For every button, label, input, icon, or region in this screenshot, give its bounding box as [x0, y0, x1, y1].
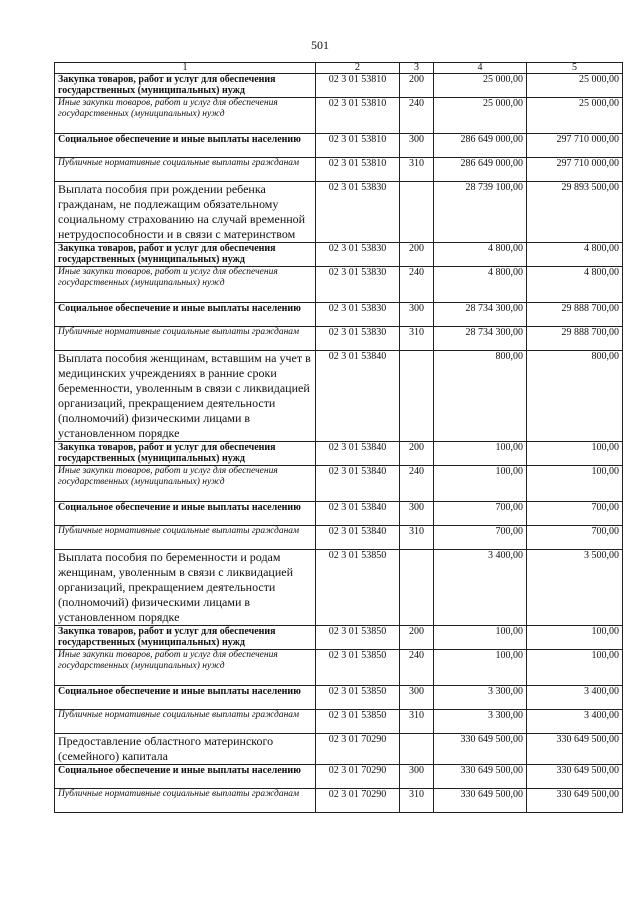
header-col-3: 3 — [400, 63, 434, 74]
row-amount-year-2: 330 649 500,00 — [527, 734, 623, 765]
row-code: 02 3 01 70290 — [316, 734, 400, 765]
row-expense-type: 310 — [400, 789, 434, 813]
row-code: 02 3 01 53810 — [316, 74, 400, 98]
header-col-4: 4 — [434, 63, 527, 74]
row-amount-year-2: 25 000,00 — [527, 98, 623, 134]
table-row — [55, 98, 623, 134]
row-code: 02 3 01 53850 — [316, 686, 400, 710]
row-expense-type: 310 — [400, 526, 434, 550]
row-code: 02 3 01 70290 — [316, 765, 400, 789]
row-amount-year-1: 100,00 — [434, 626, 527, 650]
table-row — [55, 303, 623, 327]
table-row — [55, 502, 623, 526]
row-name: Закупка товаров, работ и услуг для обеспечения государственных (муниципальных) нужд — [55, 626, 316, 650]
row-expense-type: 300 — [400, 134, 434, 158]
row-amount-year-1: 25 000,00 — [434, 74, 527, 98]
row-expense-type: 310 — [400, 327, 434, 351]
row-amount-year-2: 3 400,00 — [527, 686, 623, 710]
row-name: Публичные нормативные социальные выплаты гражданам — [55, 710, 316, 734]
row-expense-type: 240 — [400, 98, 434, 134]
row-code: 02 3 01 53840 — [316, 466, 400, 502]
row-amount-year-1: 700,00 — [434, 526, 527, 550]
row-amount-year-1: 286 649 000,00 — [434, 158, 527, 182]
row-name: Публичные нормативные социальные выплаты гражданам — [55, 327, 316, 351]
row-code: 02 3 01 53850 — [316, 710, 400, 734]
row-expense-type: 240 — [400, 650, 434, 686]
row-code: 02 3 01 53830 — [316, 327, 400, 351]
row-name: Социальное обеспечение и иные выплаты населению — [55, 303, 316, 327]
row-name: Иные закупки товаров, работ и услуг для обеспечения государственных (муниципальных) нужд — [55, 650, 316, 686]
row-expense-type — [400, 182, 434, 243]
row-expense-type: 310 — [400, 158, 434, 182]
table-row — [55, 789, 623, 813]
row-name: Закупка товаров, работ и услуг для обеспечения государственных (муниципальных) нужд — [55, 442, 316, 466]
row-expense-type: 240 — [400, 466, 434, 502]
row-name: Социальное обеспечение и иные выплаты населению — [55, 765, 316, 789]
row-amount-year-2: 100,00 — [527, 650, 623, 686]
table-row — [55, 466, 623, 502]
row-expense-type: 200 — [400, 74, 434, 98]
row-name: Выплата пособия при рождении ребенка гражданам, не подлежащим обязательному социальному страхованию на случай временной нетрудоспособности и в связи с материнством — [55, 182, 316, 243]
table-row — [55, 351, 623, 442]
row-code: 02 3 01 53840 — [316, 526, 400, 550]
row-amount-year-1: 3 300,00 — [434, 686, 527, 710]
row-amount-year-1: 330 649 500,00 — [434, 765, 527, 789]
row-name: Иные закупки товаров, работ и услуг для обеспечения государственных (муниципальных) нужд — [55, 466, 316, 502]
row-code: 02 3 01 53830 — [316, 243, 400, 267]
page-number: 501 — [311, 38, 329, 52]
row-expense-type: 300 — [400, 502, 434, 526]
table-row — [55, 526, 623, 550]
row-name: Социальное обеспечение и иные выплаты населению — [55, 502, 316, 526]
row-amount-year-2: 29 888 700,00 — [527, 303, 623, 327]
row-amount-year-2: 700,00 — [527, 526, 623, 550]
header-col-5: 5 — [527, 63, 623, 74]
row-expense-type: 300 — [400, 765, 434, 789]
row-amount-year-1: 100,00 — [434, 466, 527, 502]
row-code: 02 3 01 53850 — [316, 550, 400, 626]
table-row — [55, 158, 623, 182]
row-expense-type: 240 — [400, 267, 434, 303]
row-amount-year-2: 100,00 — [527, 466, 623, 502]
row-name: Предоставление областного материнского (семейного) капитала — [55, 734, 316, 765]
row-amount-year-2: 100,00 — [527, 626, 623, 650]
row-code: 02 3 01 53830 — [316, 182, 400, 243]
row-amount-year-2: 297 710 000,00 — [527, 134, 623, 158]
row-amount-year-1: 4 800,00 — [434, 267, 527, 303]
row-expense-type: 300 — [400, 303, 434, 327]
row-amount-year-1: 28 734 300,00 — [434, 327, 527, 351]
row-amount-year-1: 3 300,00 — [434, 710, 527, 734]
row-code: 02 3 01 70290 — [316, 789, 400, 813]
row-code: 02 3 01 53830 — [316, 267, 400, 303]
row-expense-type: 310 — [400, 710, 434, 734]
row-amount-year-2: 330 649 500,00 — [527, 789, 623, 813]
table-row — [55, 734, 623, 765]
row-amount-year-2: 700,00 — [527, 502, 623, 526]
row-amount-year-2: 297 710 000,00 — [527, 158, 623, 182]
row-name: Иные закупки товаров, работ и услуг для обеспечения государственных (муниципальных) нужд — [55, 267, 316, 303]
row-name: Публичные нормативные социальные выплаты гражданам — [55, 158, 316, 182]
row-amount-year-2: 29 893 500,00 — [527, 182, 623, 243]
row-code: 02 3 01 53840 — [316, 502, 400, 526]
row-amount-year-1: 28 739 100,00 — [434, 182, 527, 243]
row-amount-year-1: 330 649 500,00 — [434, 734, 527, 765]
row-amount-year-1: 4 800,00 — [434, 243, 527, 267]
table-row — [55, 74, 623, 98]
row-amount-year-1: 100,00 — [434, 442, 527, 466]
header-col-2: 2 — [316, 63, 400, 74]
row-code: 02 3 01 53810 — [316, 134, 400, 158]
header-col-1: 1 — [55, 63, 316, 74]
row-amount-year-2: 4 800,00 — [527, 267, 623, 303]
table-header-row — [55, 63, 623, 74]
row-expense-type: 200 — [400, 442, 434, 466]
table-row — [55, 182, 623, 243]
row-code: 02 3 01 53850 — [316, 650, 400, 686]
row-name: Социальное обеспечение и иные выплаты населению — [55, 134, 316, 158]
row-amount-year-1: 700,00 — [434, 502, 527, 526]
row-amount-year-2: 3 400,00 — [527, 710, 623, 734]
row-name: Публичные нормативные социальные выплаты гражданам — [55, 526, 316, 550]
row-amount-year-1: 330 649 500,00 — [434, 789, 527, 813]
row-expense-type: 200 — [400, 626, 434, 650]
row-code: 02 3 01 53810 — [316, 98, 400, 134]
row-amount-year-1: 25 000,00 — [434, 98, 527, 134]
row-expense-type: 300 — [400, 686, 434, 710]
row-name: Закупка товаров, работ и услуг для обеспечения государственных (муниципальных) нужд — [55, 243, 316, 267]
row-code: 02 3 01 53830 — [316, 303, 400, 327]
row-amount-year-2: 25 000,00 — [527, 74, 623, 98]
table-row — [55, 550, 623, 626]
row-name: Выплата пособия женщинам, вставшим на учет в медицинских учреждениях в ранние сроки беременности, уволенным в связи с ликвидацией организаций, прекращением деятельности (полномочий) физическими лицами в установленном порядке — [55, 351, 316, 442]
table-row — [55, 327, 623, 351]
table-row — [55, 267, 623, 303]
row-name: Закупка товаров, работ и услуг для обеспечения государственных (муниципальных) нужд — [55, 74, 316, 98]
table-row — [55, 765, 623, 789]
row-name: Социальное обеспечение и иные выплаты населению — [55, 686, 316, 710]
table-row — [55, 650, 623, 686]
row-amount-year-2: 800,00 — [527, 351, 623, 442]
row-name: Иные закупки товаров, работ и услуг для обеспечения государственных (муниципальных) нужд — [55, 98, 316, 134]
row-amount-year-2: 330 649 500,00 — [527, 765, 623, 789]
row-code: 02 3 01 53810 — [316, 158, 400, 182]
row-expense-type — [400, 351, 434, 442]
row-amount-year-1: 28 734 300,00 — [434, 303, 527, 327]
row-amount-year-1: 800,00 — [434, 351, 527, 442]
table-row — [55, 442, 623, 466]
row-code: 02 3 01 53840 — [316, 351, 400, 442]
row-code: 02 3 01 53840 — [316, 442, 400, 466]
row-amount-year-2: 4 800,00 — [527, 243, 623, 267]
row-amount-year-2: 29 888 700,00 — [527, 327, 623, 351]
row-expense-type — [400, 550, 434, 626]
table-row — [55, 710, 623, 734]
row-expense-type: 200 — [400, 243, 434, 267]
row-code: 02 3 01 53850 — [316, 626, 400, 650]
table-row — [55, 134, 623, 158]
row-amount-year-2: 100,00 — [527, 442, 623, 466]
budget-table — [54, 62, 623, 813]
table-row — [55, 243, 623, 267]
row-expense-type — [400, 734, 434, 765]
table-row — [55, 686, 623, 710]
row-amount-year-1: 3 400,00 — [434, 550, 527, 626]
row-name: Выплата пособия по беременности и родам женщинам, уволенным в связи с ликвидацией организаций, прекращением деятельности (полномочий) физическими лицами в установленном порядке — [55, 550, 316, 626]
table-row — [55, 626, 623, 650]
row-amount-year-2: 3 500,00 — [527, 550, 623, 626]
row-amount-year-1: 286 649 000,00 — [434, 134, 527, 158]
row-amount-year-1: 100,00 — [434, 650, 527, 686]
row-name: Публичные нормативные социальные выплаты гражданам — [55, 789, 316, 813]
